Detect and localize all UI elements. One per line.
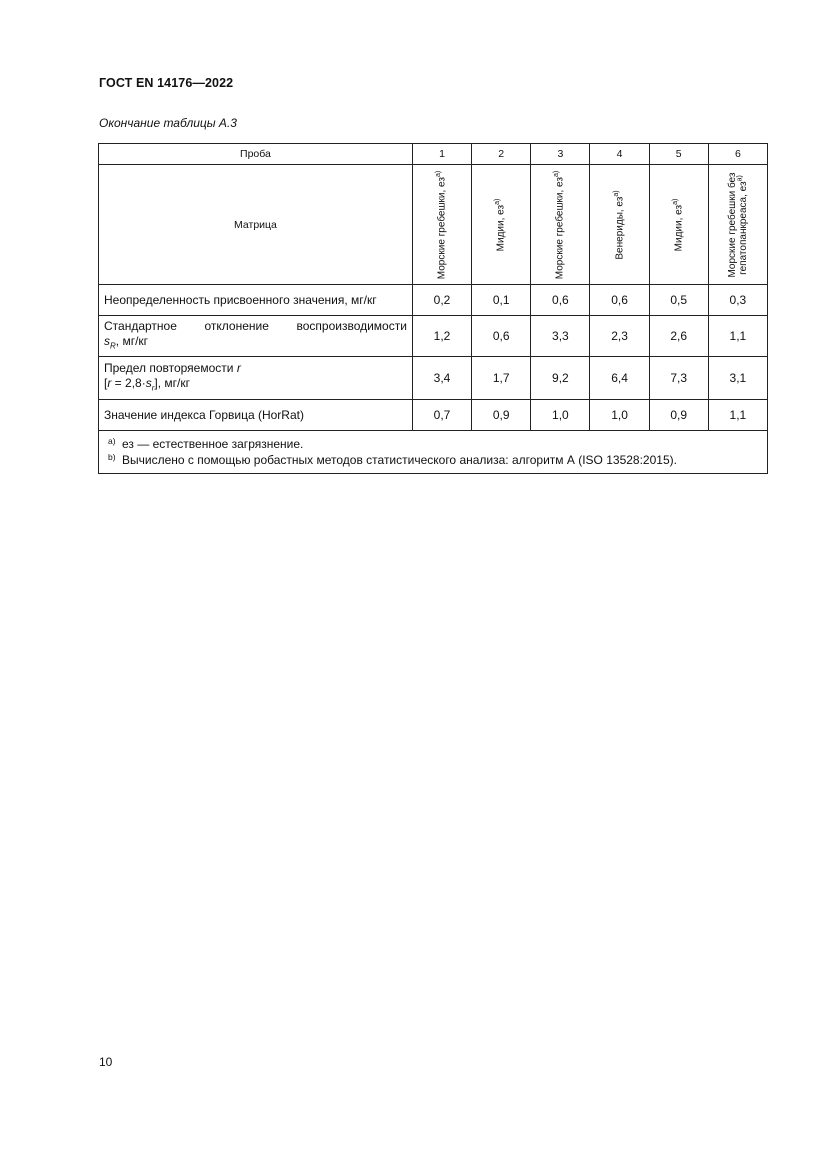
- footnote-text: ез — естественное загрязнение.: [122, 437, 304, 452]
- matrix-value: Морские гребешки, $ез^{а)}$: [435, 170, 448, 279]
- probe-label: Проба: [99, 144, 413, 165]
- matrix-value: Мидии, $ез^{а)}$: [671, 198, 685, 251]
- matrix-cell: [531, 165, 590, 285]
- probe-number: 2: [472, 144, 531, 165]
- probe-number: 5: [649, 144, 708, 165]
- probe-number: 4: [590, 144, 649, 165]
- probe-number: 1: [412, 144, 471, 165]
- matrix-header-row: [99, 165, 768, 285]
- table-row: [99, 400, 768, 431]
- footnotes: [99, 431, 768, 474]
- cell-value: 2,6: [649, 316, 708, 357]
- cell-value: 0,1: [472, 285, 531, 316]
- cell-value: 7,3: [649, 357, 708, 400]
- matrix-value: Морские гребешки без гепатопанкреаса, $ез^{а)}$: [726, 172, 749, 278]
- footnote-text: Вычислено с помощью робастных методов статистического анализа: алгоритм А (ISO 13528:2015).: [122, 453, 677, 468]
- table-row: [99, 357, 768, 400]
- cell-value: 0,2: [412, 285, 471, 316]
- matrix-cell: [708, 165, 767, 285]
- cell-value: 0,9: [649, 400, 708, 431]
- probe-header-row: [99, 144, 768, 165]
- matrix-cell: [649, 165, 708, 285]
- table-row: [99, 285, 768, 316]
- document-header: ГОСТ EN 14176—2022: [99, 76, 234, 90]
- cell-value: 3,3: [531, 316, 590, 357]
- matrix-cell: [472, 165, 531, 285]
- table-row: [99, 316, 768, 357]
- results-table: [98, 143, 768, 474]
- footnote-mark: a): [108, 436, 116, 447]
- row-label: Значение индекса Горвица (HorRat): [99, 400, 413, 431]
- cell-value: 2,3: [590, 316, 649, 357]
- footnote: [104, 436, 762, 452]
- page-number: 10: [99, 1055, 113, 1069]
- probe-number: 3: [531, 144, 590, 165]
- cell-value: 1,1: [708, 400, 767, 431]
- cell-value: 1,2: [412, 316, 471, 357]
- matrix-value: Венериды, $ез^{а)}$: [612, 189, 626, 260]
- cell-value: 0,9: [472, 400, 531, 431]
- cell-value: 3,1: [708, 357, 767, 400]
- matrix-cell: [412, 165, 471, 285]
- footnotes-row: [99, 431, 768, 474]
- cell-value: 1,7: [472, 357, 531, 400]
- footnote-mark: b): [108, 452, 116, 463]
- cell-value: 3,4: [412, 357, 471, 400]
- cell-value: 0,5: [649, 285, 708, 316]
- row-label: Предел повторяемости r $[r = 2,8\cdot s_r]$, мг/кг: [99, 357, 413, 400]
- matrix-value: Мидии, $ез^{а)}$: [494, 198, 507, 251]
- matrix-label: Матрица: [99, 165, 413, 285]
- cell-value: 0,7: [412, 400, 471, 431]
- cell-value: 0,6: [531, 285, 590, 316]
- probe-number: 6: [708, 144, 767, 165]
- cell-value: 1,1: [708, 316, 767, 357]
- cell-value: 0,6: [472, 316, 531, 357]
- matrix-value: Морские гребешки, $ез^{а)}$: [553, 170, 566, 279]
- cell-value: 1,0: [590, 400, 649, 431]
- matrix-cell: [590, 165, 649, 285]
- row-label: Стандартное отклонение воспроизводимости $s_R$, мг/кг: [99, 316, 413, 357]
- table-caption: Окончание таблицы А.3: [99, 116, 237, 130]
- cell-value: 1,0: [531, 400, 590, 431]
- row-label: Неопределенность присвоенного значения, мг/кг: [99, 285, 413, 316]
- cell-value: 0,3: [708, 285, 767, 316]
- cell-value: 0,6: [590, 285, 649, 316]
- cell-value: 6,4: [590, 357, 649, 400]
- footnote: [104, 452, 762, 468]
- cell-value: 9,2: [531, 357, 590, 400]
